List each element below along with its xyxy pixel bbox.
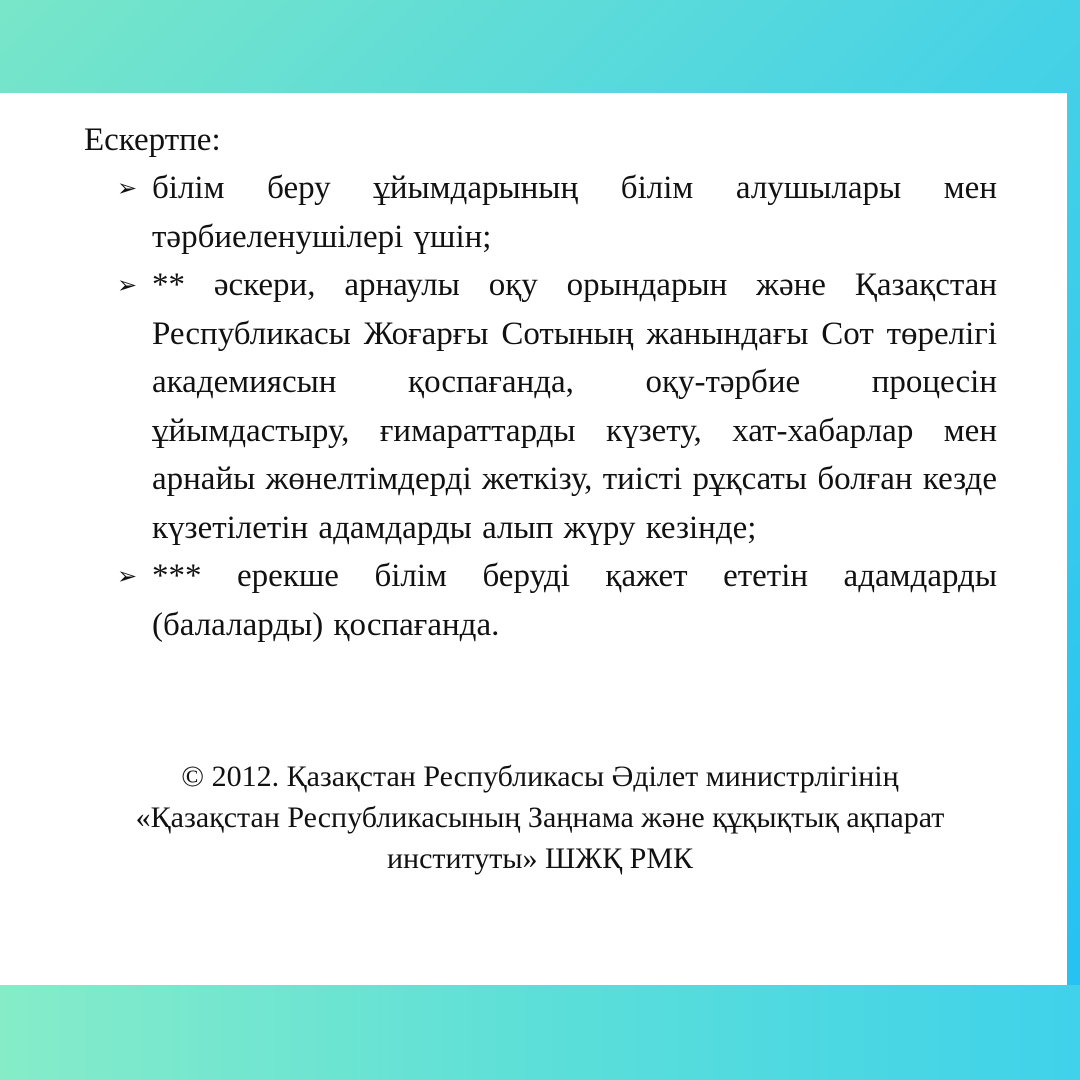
- list-item-text: білім беру ұйымдарының білім алушылары мен тәрбиеленушілері үшін;: [152, 170, 997, 255]
- arrowhead-bullet-icon: ➢: [117, 271, 138, 299]
- note-title: Ескертпе:: [84, 122, 221, 158]
- list-item: [117, 164, 997, 261]
- copyright-line-1: © 2012. Қазақстан Республикасы Әділет министрлігінің: [181, 760, 899, 793]
- list-item-text: ** әскери, арнаулы оқу орындарын және Қазақстан Республикасы Жоғарғы Сотының жанындағы Сот төрелігі академиясын қоспағанда, оқу-тәрбие процесін ұйымдастыру, ғимараттарды күзету, хат-хабарлар мен арнайы жөнелтімдерді жеткізу, тиісті рұқсаты болған кезде күзетілетін адамдарды алып жүру кезінде;: [152, 267, 997, 546]
- arrowhead-bullet-icon: ➢: [117, 174, 138, 202]
- note-list: [117, 164, 997, 649]
- background-bottom-band: [0, 985, 1080, 1080]
- arrowhead-bullet-icon: ➢: [117, 562, 138, 590]
- list-item: [117, 261, 997, 552]
- list-item: [117, 552, 997, 649]
- list-item-text: *** ерекше білім беруді қажет ететін адамдарды (балаларды) қоспағанда.: [152, 558, 997, 643]
- copyright-line-3: институты» ШЖҚ РМК: [386, 842, 694, 875]
- copyright-line-2: «Қазақстан Республикасының Заңнама және құқықтық ақпарат: [135, 801, 945, 834]
- copyright-footer: [60, 756, 1020, 879]
